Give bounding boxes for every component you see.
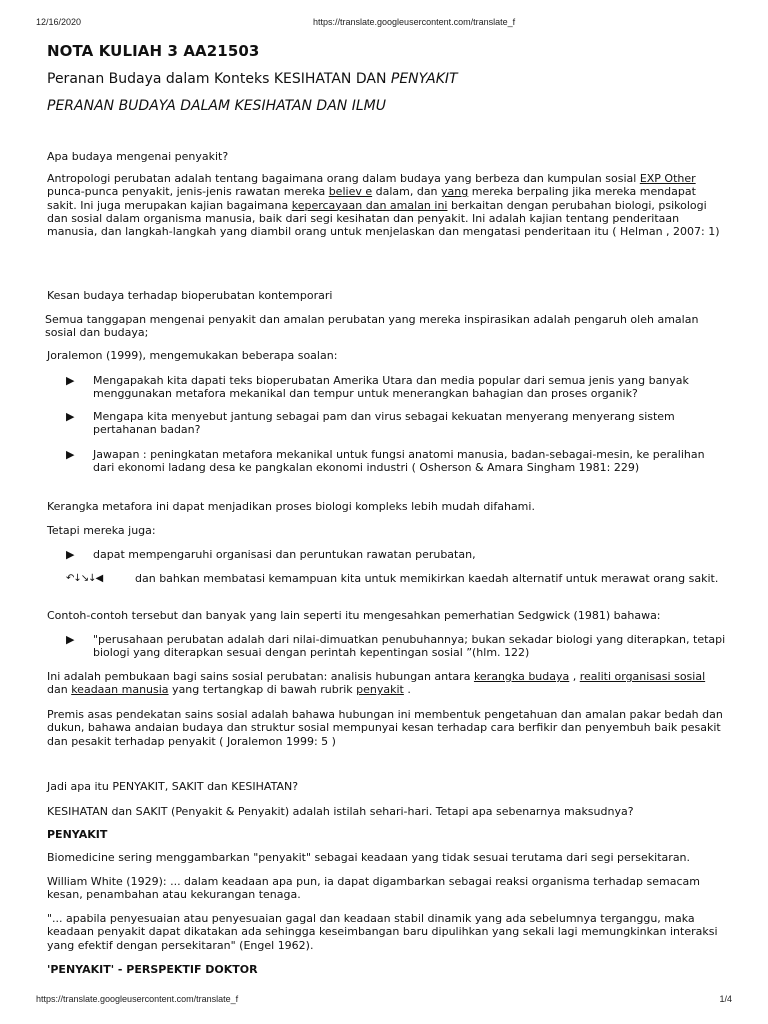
list-item: ▶ "perusahaan perubatan adalah dari nilai-dimuatkan penubuhannya; bukan sekadar biologi yang diterapkan, tetapi biologi yang diterapkan sesuai dengan perintah kepentingan sosial ”(hlm. 122) xyxy=(66,633,726,660)
print-date: 12/16/2020 xyxy=(36,17,82,27)
paragraph: Premis asas pendekatan sains sosial adalah bahawa hubungan ini membentuk pengetahuan dan amalan pakar bedah dan dukun, bahawa andaian budaya dan struktur sosial mempunyai kesan terhadap cara berfikir dan penyembuh baik pesakit dan pesakit terhadap penyakit ( Joralemon 1999: 5 ) xyxy=(47,708,723,748)
list-item: ▶ Mengapakah kita dapati teks bioperubatan Amerika Utara dan media popular dari semua jenis yang banyak menggunakan metafora mekanikal dan tempur untuk menerangkan bahagian dan proses organik? xyxy=(66,374,689,401)
print-url: https://translate.googleusercontent.com/translate_f xyxy=(313,17,516,27)
paragraph: KESIHATAN dan SAKIT (Penyakit & Penyakit) adalah istilah sehari-hari. Tetapi apa sebenarnya maksudnya? xyxy=(47,805,634,818)
list-item: ▶ Mengapa kita menyebut jantung sebagai pam dan virus sebagai kekuatan menyerang menyerang sistem pertahanan badan? xyxy=(66,410,675,437)
bullet-arrow-icon: ▶ xyxy=(66,548,75,561)
paragraph: Tetapi mereka juga: xyxy=(47,524,156,537)
section-subheading: PENYAKIT xyxy=(47,828,108,841)
document-subtitle-italic: PERANAN BUDAYA DALAM KESIHATAN DAN ILMU xyxy=(47,98,386,114)
print-footer xyxy=(0,994,768,1006)
bullet-arrow-icon: ▶ xyxy=(66,448,75,461)
section-heading: Apa budaya mengenai penyakit? xyxy=(47,150,229,163)
paragraph: Kerangka metafora ini dapat menjadikan proses biologi kompleks lebih mudah difahami. xyxy=(47,500,535,513)
document-title: NOTA KULIAH 3 AA21503 xyxy=(47,42,260,60)
garbled-bullet-icon: ↶↓↘↓◀ xyxy=(66,573,103,584)
paragraph: Semua tanggapan mengenai penyakit dan amalan perubatan yang mereka inspirasikan adalah pengaruh oleh amalan sosial dan budaya; xyxy=(45,313,699,340)
section-heading: 'PENYAKIT' - PERSPEKTIF DOKTOR xyxy=(47,963,258,976)
paragraph: Ini adalah pembukaan bagi sains sosial perubatan: analisis hubungan antara kerangka budaya , realiti organisasi sosial dan keadaan manusia yang tertangkap di bawah rubrik penyakit . xyxy=(47,670,706,697)
footer-url: https://translate.googleusercontent.com/translate_f xyxy=(36,994,239,1004)
list-item: ↶↓↘↓◀ dan bahkan membatasi kemampuan kita untuk memikirkan kaedah alternatif untuk merawat orang sakit. xyxy=(66,572,719,585)
paragraph: Antropologi perubatan adalah tentang bagaimana orang dalam budaya yang berbeza dan kumpulan sosial EXP Other punca-punca penyakit, jenis-jenis rawatan mereka believ e dalam, dan yang mereka berpaling jika mereka mendapat sakit. Ini juga merupakan kajian bagaimana kepercayaan dan amalan ini berkaitan dengan perubahan biologi, psikologi dan sosial dalam organisma manusia, baik dari segi kesihatan dan penyakit. Ini adalah kajian tentang penderitaan manusia, dan langkah-langkah yang diambil orang untuk menjelaskan dan mengatasi penderitaan itu ( Helman , 2007: 1) xyxy=(47,172,720,239)
list-item: ▶ dapat mempengaruhi organisasi dan peruntukan rawatan perubatan, xyxy=(66,548,476,561)
document-subtitle: Peranan Budaya dalam Konteks KESIHATAN DAN PENYAKIT xyxy=(47,71,458,87)
paragraph: William White (1929): ... dalam keadaan apa pun, ia dapat digambarkan sebagai reaksi organisma terhadap semacam kesan, penambahan atau kekurangan tenaga. xyxy=(47,875,700,902)
paragraph: Biomedicine sering menggambarkan "penyakit" sebagai keadaan yang tidak sesuai terutama dari segi persekitaran. xyxy=(47,851,691,864)
bullet-arrow-icon: ▶ xyxy=(66,410,75,423)
section-heading: Kesan budaya terhadap bioperubatan kontemporari xyxy=(47,289,333,302)
paragraph: Joralemon (1999), mengemukakan beberapa soalan: xyxy=(47,349,338,362)
list-item: ▶ Jawapan : peningkatan metafora mekanikal untuk fungsi anatomi manusia, badan-sebagai-mesin, ke peralihan dari ekonomi ladang desa ke pangkalan ekonomi industri ( Osherson & Amara Singham 1981: 229) xyxy=(66,448,705,475)
section-heading: Jadi apa itu PENYAKIT, SAKIT dan KESIHATAN? xyxy=(47,780,299,793)
paragraph: "... apabila penyesuaian atau penyesuaian gagal dan keadaan stabil dinamik yang ada sebelumnya terganggu, maka keadaan penyakit dapat dikatakan ada sehingga keseimbangan baru dipulihkan yang sekali lagi memungkinkan interaksi yang efektif dengan persekitaran" (Engel 1962). xyxy=(47,912,718,952)
paragraph: Contoh-contoh tersebut dan banyak yang lain seperti itu mengesahkan pemerhatian Sedgwick (1981) bahawa: xyxy=(47,609,661,622)
print-header xyxy=(0,17,768,29)
bullet-arrow-icon: ▶ xyxy=(66,374,75,387)
bullet-arrow-icon: ▶ xyxy=(66,633,75,646)
page-number: 1/4 xyxy=(719,994,732,1004)
